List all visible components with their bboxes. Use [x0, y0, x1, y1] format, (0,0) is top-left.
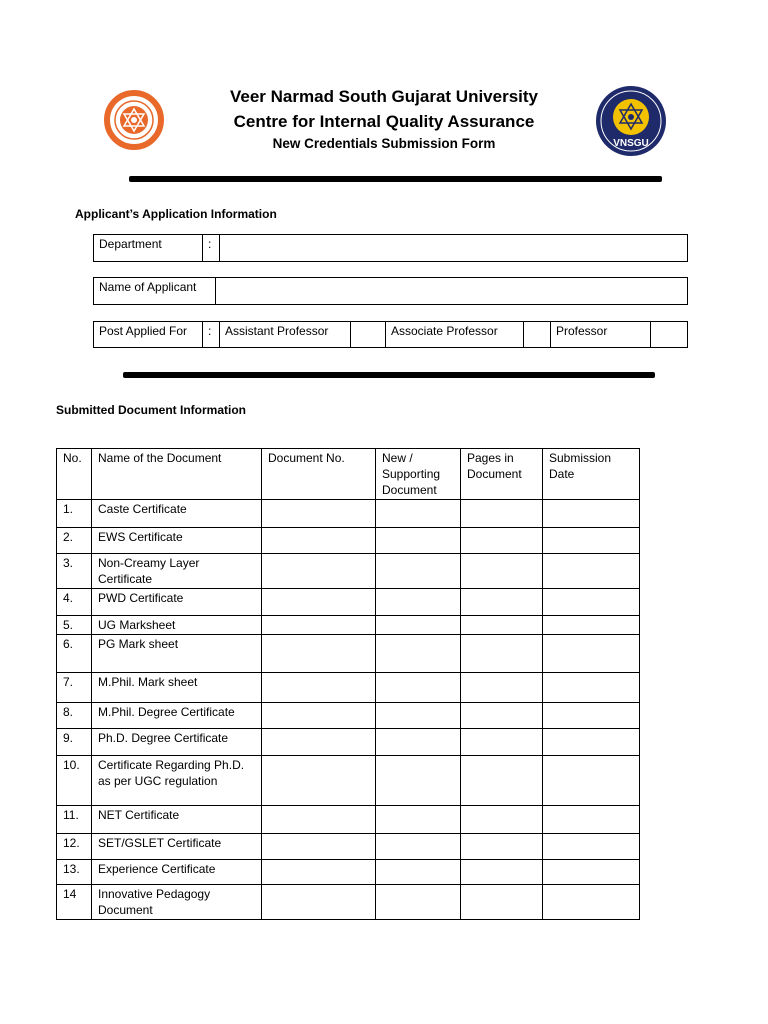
table-row: [57, 885, 640, 920]
submission-date-cell[interactable]: [543, 860, 640, 885]
column-header-document-name: Name of the Document: [92, 449, 262, 500]
pages-cell[interactable]: [461, 554, 543, 589]
document-no-cell[interactable]: [262, 806, 376, 834]
row-number: 7.: [57, 673, 92, 703]
submission-date-cell[interactable]: [543, 616, 640, 635]
section-divider: [123, 372, 655, 378]
pages-cell[interactable]: [461, 729, 543, 756]
row-document-name: EWS Certificate: [92, 528, 262, 554]
document-no-cell[interactable]: [262, 703, 376, 729]
document-no-cell[interactable]: [262, 500, 376, 528]
submission-date-cell[interactable]: [543, 635, 640, 673]
submission-date-cell[interactable]: [543, 806, 640, 834]
new-supporting-cell[interactable]: [376, 756, 461, 806]
row-number: 11.: [57, 806, 92, 834]
new-supporting-cell[interactable]: [376, 500, 461, 528]
row-number: 6.: [57, 635, 92, 673]
row-document-name: PG Mark sheet: [92, 635, 262, 673]
submission-date-cell[interactable]: [543, 673, 640, 703]
pages-cell[interactable]: [461, 756, 543, 806]
department-row: [93, 234, 688, 262]
applicant-name-row: [93, 277, 688, 305]
post-option-professor: Professor: [551, 322, 651, 348]
column-header-pages: Pages in Document: [461, 449, 543, 500]
pages-cell[interactable]: [461, 635, 543, 673]
table-row: [57, 554, 640, 589]
row-number: 14: [57, 885, 92, 920]
post-option-associate-professor: Associate Professor: [386, 322, 524, 348]
table-row: [57, 806, 640, 834]
document-no-cell[interactable]: [262, 528, 376, 554]
row-document-name: SET/GSLET Certificate: [92, 834, 262, 860]
row-number: 5.: [57, 616, 92, 635]
row-document-name: Caste Certificate: [92, 500, 262, 528]
checkbox-professor[interactable]: [651, 322, 688, 348]
row-document-name: Ph.D. Degree Certificate: [92, 729, 262, 756]
document-no-cell[interactable]: [262, 860, 376, 885]
logo-vnsgu-text: VNSGU: [613, 138, 649, 149]
document-no-cell[interactable]: [262, 589, 376, 616]
table-row: [57, 500, 640, 528]
department-label: Department: [94, 235, 203, 262]
table-header-row: [57, 449, 640, 500]
university-title: Veer Narmad South Gujarat University: [230, 87, 538, 106]
new-supporting-cell[interactable]: [376, 729, 461, 756]
new-supporting-cell[interactable]: [376, 616, 461, 635]
pages-cell[interactable]: [461, 528, 543, 554]
table-row: [57, 528, 640, 554]
table-row: [57, 673, 640, 703]
submission-date-cell[interactable]: [543, 756, 640, 806]
document-no-cell[interactable]: [262, 673, 376, 703]
form-title: New Credentials Submission Form: [272, 136, 496, 151]
pages-cell[interactable]: [461, 834, 543, 860]
row-number: 4.: [57, 589, 92, 616]
new-supporting-cell[interactable]: [376, 834, 461, 860]
submission-date-cell[interactable]: [543, 528, 640, 554]
table-row: [57, 756, 640, 806]
document-no-cell[interactable]: [262, 616, 376, 635]
new-supporting-cell[interactable]: [376, 635, 461, 673]
applicant-name-field[interactable]: [216, 278, 688, 305]
document-no-cell[interactable]: [262, 635, 376, 673]
post-applied-colon: :: [203, 322, 220, 348]
new-supporting-cell[interactable]: [376, 589, 461, 616]
row-document-name: Non-Creamy Layer Certificate: [92, 554, 262, 589]
row-document-name: Certificate Regarding Ph.D. as per UGC regulation: [92, 756, 262, 806]
column-header-submission-date: Submission Date: [543, 449, 640, 500]
table-row: [57, 834, 640, 860]
centre-title: Centre for Internal Quality Assurance: [233, 112, 535, 131]
submission-date-cell[interactable]: [543, 729, 640, 756]
document-no-cell[interactable]: [262, 834, 376, 860]
row-document-name: PWD Certificate: [92, 589, 262, 616]
row-number: 10.: [57, 756, 92, 806]
submission-date-cell[interactable]: [543, 885, 640, 920]
header-divider: [129, 176, 662, 182]
row-number: 9.: [57, 729, 92, 756]
submission-date-cell[interactable]: [543, 500, 640, 528]
new-supporting-cell[interactable]: [376, 806, 461, 834]
column-header-document-no: Document No.: [262, 449, 376, 500]
document-no-cell[interactable]: [262, 756, 376, 806]
post-option-assistant-professor: Assistant Professor: [220, 322, 351, 348]
applicant-name-label: Name of Applicant: [94, 278, 216, 305]
checkbox-associate-professor[interactable]: [524, 322, 551, 348]
row-number: 3.: [57, 554, 92, 589]
new-supporting-cell[interactable]: [376, 554, 461, 589]
row-number: 2.: [57, 528, 92, 554]
row-document-name: M.Phil. Mark sheet: [92, 673, 262, 703]
table-row: [57, 703, 640, 729]
department-colon: :: [203, 235, 220, 262]
pages-cell[interactable]: [461, 806, 543, 834]
row-number: 1.: [57, 500, 92, 528]
column-header-no: No.: [57, 449, 92, 500]
pages-cell[interactable]: [461, 860, 543, 885]
submission-date-cell[interactable]: [543, 589, 640, 616]
row-document-name: NET Certificate: [92, 806, 262, 834]
post-applied-row: [93, 321, 688, 348]
pages-cell[interactable]: [461, 673, 543, 703]
table-row: [57, 860, 640, 885]
pages-cell[interactable]: [461, 616, 543, 635]
submission-date-cell[interactable]: [543, 834, 640, 860]
new-supporting-cell[interactable]: [376, 885, 461, 920]
pages-cell[interactable]: [461, 589, 543, 616]
pages-cell[interactable]: [461, 885, 543, 920]
row-number: 12.: [57, 834, 92, 860]
pages-cell[interactable]: [461, 703, 543, 729]
submission-date-cell[interactable]: [543, 703, 640, 729]
document-no-cell[interactable]: [262, 554, 376, 589]
row-document-name: M.Phil. Degree Certificate: [92, 703, 262, 729]
row-document-name: Innovative Pedagogy Document: [92, 885, 262, 920]
checkbox-assistant-professor[interactable]: [351, 322, 386, 348]
department-field[interactable]: [220, 235, 688, 262]
table-row: [57, 729, 640, 756]
new-supporting-cell[interactable]: [376, 860, 461, 885]
documents-table: [56, 448, 640, 920]
row-number: 8.: [57, 703, 92, 729]
document-no-cell[interactable]: [262, 885, 376, 920]
pages-cell[interactable]: [461, 500, 543, 528]
applicant-section-heading: Applicant’s Application Information: [75, 207, 277, 221]
document-no-cell[interactable]: [262, 729, 376, 756]
row-number: 13.: [57, 860, 92, 885]
row-document-name: UG Marksheet: [92, 616, 262, 635]
submission-date-cell[interactable]: [543, 554, 640, 589]
column-header-new-supporting: New / Supporting Document: [376, 449, 461, 500]
post-applied-label: Post Applied For: [94, 322, 203, 348]
table-row: [57, 589, 640, 616]
documents-section-heading: Submitted Document Information: [56, 403, 246, 417]
new-supporting-cell[interactable]: [376, 528, 461, 554]
row-document-name: Experience Certificate: [92, 860, 262, 885]
table-row: [57, 635, 640, 673]
new-supporting-cell[interactable]: [376, 673, 461, 703]
table-row: [57, 616, 640, 635]
new-supporting-cell[interactable]: [376, 703, 461, 729]
